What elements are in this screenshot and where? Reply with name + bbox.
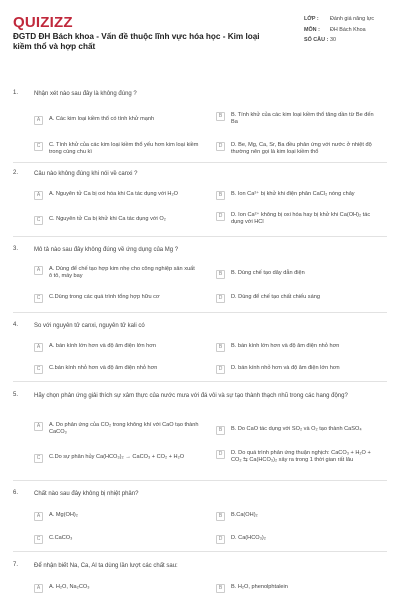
option-text: B. Dùng chế tạo dây dẫn điện (231, 270, 305, 276)
meta-value: Đánh giá năng lực (330, 16, 375, 22)
answer-option-b[interactable] (216, 426, 381, 435)
answer-option-c[interactable] (34, 294, 199, 303)
worksheet-meta (304, 16, 394, 48)
worksheet-title: ĐGTD ĐH Bách khoa - Vấn đề thuộc lĩnh vực hóa học - Kim loại kiềm thổ và hợp chất (13, 32, 260, 51)
answer-option-c[interactable] (34, 142, 199, 156)
option-letter-box: B (216, 426, 225, 435)
answer-option-a[interactable] (34, 512, 199, 521)
option-letter-box: A (34, 116, 43, 125)
question-text: Để nhận biết Na, Ca, Al ta dùng lần lượt các chất sau: (34, 563, 178, 569)
option-letter-box: A (34, 343, 43, 352)
option-letter-box: D (216, 212, 225, 221)
option-text: A. Mg(OH)₂ (49, 512, 78, 518)
option-letter-box: A (34, 584, 43, 593)
meta-class-row (304, 16, 394, 23)
option-text: B.Ca(OH)₂ (231, 512, 258, 518)
answer-option-b[interactable] (216, 584, 381, 593)
question-number: 1. (13, 90, 19, 96)
option-text: C. Tính khử của các kim loại kiềm thổ yếu hơn kim loại kiềm trong cùng chu kì (49, 142, 199, 155)
worksheet-header (0, 0, 400, 74)
answer-option-a[interactable] (34, 343, 199, 352)
option-letter-box: C (34, 535, 43, 544)
answer-option-a[interactable] (34, 584, 199, 593)
question-divider (13, 480, 387, 481)
meta-count-row (304, 37, 394, 44)
question-number: 4. (13, 322, 19, 328)
option-letter-box: A (34, 422, 43, 431)
answer-option-d[interactable] (216, 535, 381, 544)
option-text: C.Dùng trong các quá trình tổng hợp hữu cơ (49, 294, 160, 300)
answer-option-d[interactable] (216, 450, 381, 464)
question-text: Chất nào sau đây không bị nhiệt phân? (34, 491, 139, 497)
question-number: 7. (13, 562, 19, 568)
option-letter-box: B (216, 112, 225, 121)
question-text: Nhận xét nào sau đây là không đúng ? (34, 91, 137, 97)
meta-label: LỚP : (304, 16, 319, 22)
option-text: A. H₂O, Na₂CO₃ (49, 584, 90, 590)
option-text: C.bán kính nhỏ hơn và độ âm điện nhỏ hơn (49, 365, 158, 371)
option-letter-box: B (216, 512, 225, 521)
meta-label: SỐ CÂU : (304, 37, 329, 43)
option-text: B. bán kính lớn hơn và độ âm điện nhỏ hơn (231, 343, 340, 349)
answer-option-c[interactable] (34, 454, 199, 463)
option-letter-box: A (34, 266, 43, 275)
question-number: 3. (13, 246, 19, 252)
answer-option-d[interactable] (216, 365, 381, 374)
option-letter-box: D (216, 142, 225, 151)
question-divider (13, 381, 387, 382)
option-text: D. Be, Mg, Ca, Sr, Ba đều phản ứng với nước ở nhiệt độ thường nên gọi là kim loại kiềm thổ (231, 142, 372, 155)
option-letter-box: A (34, 191, 43, 200)
answer-option-a[interactable] (34, 422, 199, 436)
meta-subject-row (304, 27, 394, 34)
option-letter-box: D (216, 450, 225, 459)
question-divider (13, 551, 387, 552)
question-text: Mô tả nào sau đây không đúng về ứng dụng của Mg ? (34, 247, 179, 253)
option-text: A. Dùng để chế tạo hợp kim nhẹ cho công nghiệp sản xuất ô tô, máy bay (49, 266, 195, 279)
option-letter-box: D (216, 365, 225, 374)
answer-option-b[interactable] (216, 270, 381, 279)
answer-option-c[interactable] (34, 365, 199, 374)
option-text: B. H₂O, phenolphtalein (231, 584, 288, 590)
option-letter-box: C (34, 142, 43, 151)
option-text: B. Do CaO tác dụng với SO₂ và O₂ tạo thành CaSO₄ (231, 426, 362, 432)
option-text: C. Nguyên tử Ca bị khử khi Ca tác dụng với O₂ (49, 216, 166, 222)
option-letter-box: A (34, 512, 43, 521)
option-text: D. bán kính nhỏ hơn và độ âm điện lớn hơn (231, 365, 340, 371)
option-text: D. Ion Ca²⁺ không bị oxi hóa hay bị khử khi Ca(OH)₂ tác dụng với HCl (231, 212, 371, 225)
option-text: D. Do quá trình phản ứng thuận nghịch: CaCO₃ + H₂O + CO₂ ⇆ Ca(HCO₃)₂ xảy ra trong 1 thời gian rất lâu (231, 450, 371, 463)
answer-option-d[interactable] (216, 142, 381, 156)
answer-option-c[interactable] (34, 535, 199, 544)
question-text: So với nguyên tử canxi, nguyên tử kali có (34, 323, 145, 329)
option-letter-box: B (216, 270, 225, 279)
option-letter-box: C (34, 294, 43, 303)
answer-option-b[interactable] (216, 112, 381, 126)
option-letter-box: D (216, 535, 225, 544)
option-text: A. bán kính lớn hơn và độ âm điện lớn hơn (49, 343, 157, 349)
option-text: C.Do sự phân hủy Ca(HCO₃)₂ → CaCO₃ + CO₂ + H₂O (49, 454, 185, 460)
option-letter-box: B (216, 343, 225, 352)
answer-option-d[interactable] (216, 294, 381, 303)
meta-value: ĐH Bách Khoa (330, 26, 366, 33)
option-letter-box: C (34, 454, 43, 463)
question-number: 5. (13, 392, 19, 398)
answer-option-b[interactable] (216, 343, 381, 352)
question-number: 6. (13, 490, 19, 496)
question-text: Hãy chọn phản ứng giải thích sự xâm thực của nước mưa với đá vôi và sự tạo thành thạch nhũ trong các hang động? (34, 393, 348, 399)
option-text: C.CaCO₃ (49, 535, 73, 541)
question-text: Câu nào không đúng khi nói về canxi ? (34, 171, 138, 177)
option-text: A. Nguyên tử Ca bị oxi hóa khi Ca tác dụng với H₂O (49, 191, 178, 197)
option-text: B. Tính khử của các kim loại kiềm thổ tăng dần từ Be đến Ba (231, 112, 374, 125)
option-text: B. Ion Ca²⁺ bị khử khi điện phân CaCl₂ nóng chảy (231, 191, 355, 197)
question-divider (13, 236, 387, 237)
option-letter-box: B (216, 584, 225, 593)
answer-option-d[interactable] (216, 212, 381, 226)
option-text: A. Do phản ứng của CO₂ trong không khí với CaO tạo thành CaCO₃ (49, 422, 199, 435)
answer-option-b[interactable] (216, 191, 381, 200)
question-number: 2. (13, 170, 19, 176)
option-text: A. Các kim loại kiềm thổ có tính khử mạnh (49, 116, 155, 122)
question-divider (13, 312, 387, 313)
answer-option-a[interactable] (34, 191, 199, 200)
option-letter-box: D (216, 294, 225, 303)
option-text: D. Dùng để chế tạo chất chiếu sáng (231, 294, 320, 300)
option-text: D. Ca(HCO₃)₂ (231, 535, 266, 541)
answer-option-c[interactable] (34, 216, 199, 225)
meta-value: 30 (330, 37, 336, 43)
question-divider (13, 162, 387, 163)
quizizz-logo: QUIZIZZ (13, 14, 73, 31)
answer-option-b[interactable] (216, 512, 381, 521)
answer-option-a[interactable] (34, 116, 199, 125)
option-letter-box: C (34, 365, 43, 374)
option-letter-box: B (216, 191, 225, 200)
meta-label: MÔN : (304, 26, 320, 33)
option-letter-box: C (34, 216, 43, 225)
answer-option-a[interactable] (34, 266, 199, 280)
